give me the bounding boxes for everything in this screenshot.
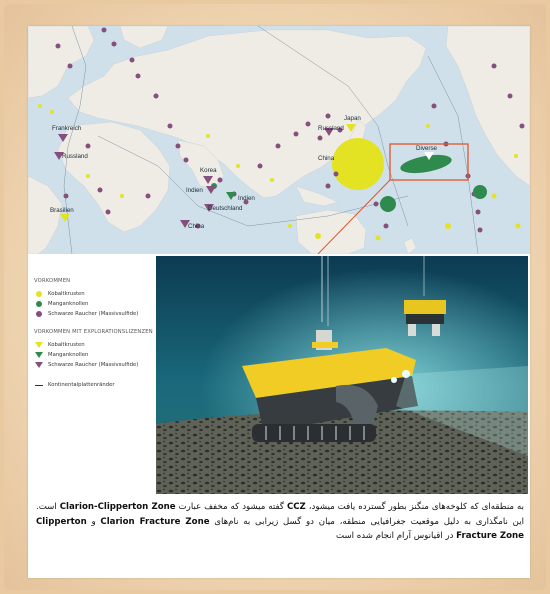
yellow-triangle-icon <box>35 342 43 348</box>
world-map-svg <box>28 26 530 254</box>
caption-ccz-full: Clarion-Clipperton Zone <box>59 502 176 512</box>
manganese-area-2 <box>380 196 396 212</box>
label-diverse: Diverse <box>416 145 437 152</box>
label-china-b: China <box>318 155 335 162</box>
legend-lic-label-sulfide: Schwarze Raucher (Massivsulfide) <box>48 362 139 368</box>
legend-lic-label-mangan: Manganknollen <box>48 352 89 358</box>
legend-label-kobalt: Kobaltkrusten <box>48 291 85 297</box>
label-japan: Japan <box>344 115 361 122</box>
manganese-area-3 <box>473 185 487 199</box>
caption-clarion: Clarion Fracture Zone <box>100 516 210 527</box>
caption-part-3: است. این نامگذاری به دلیل موقعیت جغرافیایی منطقه، میان دو گسل زیرابی به نام‌های <box>36 502 524 527</box>
label-brasilien: Brasilien <box>50 207 74 214</box>
purple-dot-icon <box>36 311 42 317</box>
green-dot-icon <box>36 301 42 307</box>
page-frame <box>4 4 546 590</box>
label-korea: Korea <box>200 167 217 174</box>
legend-lic-label-kobalt: Kobaltkrusten <box>48 342 85 348</box>
australia-land <box>296 210 366 254</box>
label-china-a: China <box>188 223 205 230</box>
legend-lic-mangan <box>34 350 162 360</box>
caption-part-2: گفته میشود که مخفف عبارت <box>175 502 287 512</box>
plate-line-icon <box>35 385 43 386</box>
label-frankreich: Frankreich <box>52 125 82 132</box>
seabed-mining-photo <box>156 256 528 494</box>
legend-label-plates: Kontinentalplattenränder <box>48 382 115 388</box>
legend-item-kobalt <box>34 289 162 299</box>
purple-triangle-icon <box>35 362 43 368</box>
legend-item-plates <box>34 380 162 390</box>
label-indien-b: Indien <box>238 195 255 202</box>
caption-ccz: CCZ <box>286 502 306 512</box>
legend-title-licenses: VORKOMMEN MIT EXPLORATIONSLIZENZEN <box>34 329 153 335</box>
yellow-dot-icon <box>36 291 42 297</box>
legend-lic-sulfide <box>34 360 162 370</box>
caption-part-1: به منطقه‌ای که کلوخه‌های منگنز بطور گسترده یافت میشود، <box>305 502 524 512</box>
legend-label-sulfide: Schwarze Raucher (Massivsulfide) <box>48 311 139 317</box>
legend-item-mangan <box>34 299 162 309</box>
label-russland: Russland <box>62 153 88 160</box>
caption-text <box>36 500 524 544</box>
caption-part-5: در اقیانوس آرام انجام شده است <box>336 531 457 541</box>
seabed-mining-illustration <box>156 256 528 494</box>
label-deutschland: Deutschland <box>208 205 243 212</box>
label-russland-b: Russland <box>318 125 344 132</box>
map-legend <box>34 278 162 390</box>
world-map <box>28 26 530 254</box>
label-indien-a: Indien <box>186 187 203 194</box>
document-page <box>28 26 530 578</box>
caption-clipperton: Clipperton Fracture Zone <box>36 516 524 541</box>
green-triangle-icon <box>35 352 43 358</box>
caption-part-4: و <box>86 516 101 527</box>
legend-title: VORKOMMEN <box>34 278 71 284</box>
legend-label-mangan: Manganknollen <box>48 301 89 307</box>
cobalt-large-area <box>332 138 384 190</box>
legend-item-sulfide <box>34 309 162 319</box>
legend-lic-kobalt <box>34 340 162 350</box>
